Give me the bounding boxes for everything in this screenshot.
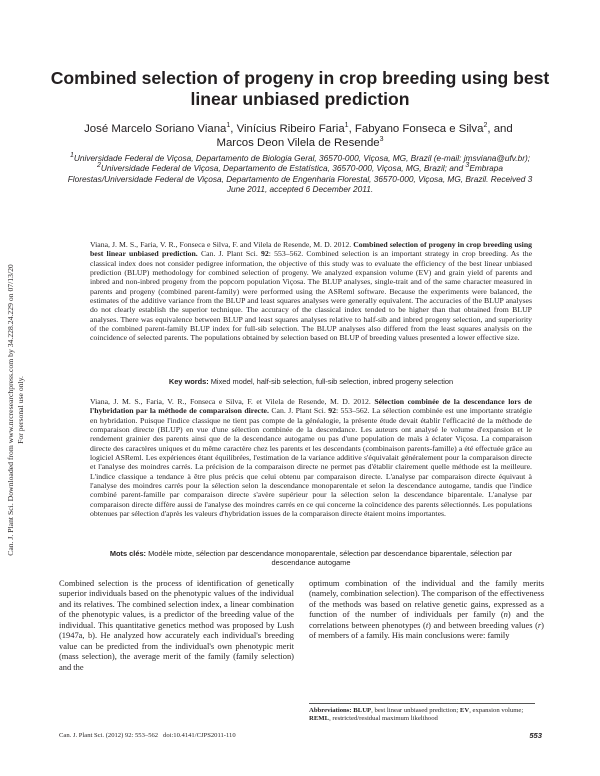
body-text: ) and between breeding values ( — [428, 619, 538, 630]
abbreviation-definition: , best linear unbiased prediction; — [371, 707, 460, 714]
journal-name: Can. J. Plant Sci. — [200, 249, 258, 259]
author-separator: , — [348, 123, 355, 135]
footer-citation: Can. J. Plant Sci. (2012) 92: 553–562 — [59, 732, 159, 739]
body-column-left: Combined selection is the process of identification of genetically superior individuals based on the phenotypic values of the individual and its relatives. The combined selection index, a linear combination of the phenotypic values, is a predictor of the breeding value of the individual. This quantitative genetics method was proposed by Lush (1947a, b). He analyzed how accurately each individual's breeding value can be predicted from the individual's own phenotypic merit (mass selection), the average merit of the family (family selection) and the — [59, 578, 294, 672]
author-affil-ref: 2 — [483, 122, 488, 130]
affiliations — [60, 153, 540, 194]
download-watermark-line2: For personal use only. — [16, 376, 25, 444]
abstract-citation: Viana, J. M. S., Faria, V. R., Fonseca e Silva, F. et Vilela de Resende, M. D. 2012. — [90, 397, 371, 406]
journal-pages: : 553–562. — [335, 406, 370, 416]
body-column-right — [309, 578, 544, 641]
keywords-french — [90, 549, 532, 567]
journal-pages: : 553–562. — [268, 249, 304, 259]
author-separator: , — [230, 123, 237, 135]
body-text: optimum combination of the individual and the family merits (namely, combination selection). The comparison of the effectiveness of the methods was based on relative genetic gains, expressed as a function of the number of individuals per family ( — [309, 578, 544, 620]
keywords-text: Modèle mixte, sélection par descendance monoparentale, sélection par descendance biparentale, sélection par descendance autogame — [148, 549, 513, 568]
body-text: ) of members of a family. His main conclusions were: family — [309, 619, 544, 641]
article-title: Combined selection of progeny in crop breeding using best linear unbiased prediction — [50, 68, 550, 109]
journal-volume: 92 — [328, 406, 336, 416]
author-name[interactable]: Vinícius Ribeiro Faria — [236, 123, 345, 135]
affiliation-2: Universidade Federal de Viçosa, Departamento de Estatística, 36570-000, Viçosa, MG, Brazil; and — [100, 163, 464, 174]
download-watermark-line1: Can. J. Plant Sci. Downloaded from www.nrcresearchpress.com by 34.228.24.229 on 07/13/20 — [6, 264, 15, 556]
abbreviation-term: BLUP — [353, 707, 372, 714]
author-name[interactable]: Marcos Deon Vilela de Resende — [216, 137, 380, 149]
page-footer — [59, 732, 541, 739]
affiliation-marker: 3 — [465, 162, 470, 170]
author-name[interactable]: José Marcelo Soriano Viana — [84, 123, 227, 135]
download-watermark — [6, 200, 34, 620]
footer-doi[interactable]: doi:10.4141/CJPS2011-110 — [163, 732, 236, 739]
abbreviation-definition: , expansion volume; — [469, 707, 525, 714]
abstract-french — [90, 397, 532, 518]
keywords-label: Mots clés: — [109, 549, 147, 558]
author-separator: , and — [487, 123, 516, 135]
author-affil-ref: 1 — [344, 122, 349, 130]
abbreviation-term: REML — [309, 715, 330, 723]
author-affil-ref: 1 — [226, 122, 231, 130]
math-symbol: r — [537, 619, 542, 630]
math-symbol: n — [503, 609, 508, 620]
affiliation-marker: 1 — [69, 152, 74, 160]
journal-name: Can. J. Plant Sci. — [271, 406, 326, 416]
abstract-body: La sélection combinée est une importante stratégie en hybridation. Puisque l'indice classique ne tient pas compte de la généalogie, la présente étude devait établir l'efficacité de la méthode de comparaison directe (BLUP) en vue d'une sélection combinée de la descendance. Les auteurs ont analysé le volume d'expansion et le rendement grainier des parents ainsi que de la descendance autogame ou pas d'une population de maïs à éclater Viçosa. La comparaison directe des caractères uniques et du même caractère chez les parents et les descendants (combinaison parents-famille) a été effectuée grâce au logiciel ASReml. Les expériences étant équilibrées, l'estimation de la variance additive s'équivalait généralement pour la comparaison directe et l'analyse des moindres carrés. La précision de la comparaison directe ne permet pas d'établir clairement quelle méthode est la meilleure. L'indice classique a tendance à être plus précis que celui obtenu par comparaison directe. L'analyse par comparaison directe équivaut à l'analyse des moindres carrés pour la sélection selon la descendance monoparentale et selon la descendance autogame, tandis que l'indice combiné parent-famille par comparaison directe s'avère supérieur pour la sélection selon la descendance biparentale. L'analyse par comparaison directe diffère aussi de l'analyse des moindres carrés en ce qui concerne la coïncidence des parents sélectionnés. Les populations obtenues par sélection d'après les valeurs d'hybridation issues de la comparaison directe étaient moins importantes. — [90, 406, 533, 519]
abbreviations-label: Abbreviations: — [309, 707, 352, 714]
abbreviation-term: EV — [459, 707, 470, 714]
abstract-english — [90, 240, 532, 343]
affiliation-3: Embrapa Florestas/Universidade Federal de Viçosa, Departamento de Engenharia Florestal, 36570-000, Viçosa, MG, Brazil. Received 3 June 2011, accepted 6 December 2011. — [67, 163, 533, 194]
keywords-text: Mixed model, half-sib selection, full-sib selection, inbred progeny selection — [210, 377, 454, 386]
abstract-title: Sélection combinée de la descendance lors de l'hybridation par la méthode de comparaison directe. — [90, 397, 532, 416]
author-affil-ref: 3 — [379, 136, 384, 144]
journal-volume: 92 — [260, 249, 269, 259]
abbreviations-footnote — [309, 703, 535, 723]
abstract-citation: Viana, J. M. S., Faria, V. R., Fonseca e Silva, F. and Vilela de Resende, M. D. 2012. — [90, 240, 352, 249]
author-name[interactable]: Fabyano Fonseca e Silva — [354, 123, 484, 135]
page-number: 553 — [529, 731, 542, 740]
abstract-title: Combined selection of progeny in crop breeding using best linear unbiased prediction. — [90, 240, 533, 259]
keywords-label: Key words: — [168, 377, 209, 386]
affiliation-1: Universidade Federal de Viçosa, Departamento de Biologia Geral, 36570-000, Viçosa, MG, Brazil (e-mail: jmsviana@ufv.br); — [73, 153, 531, 163]
author-list — [60, 122, 540, 150]
keywords-english — [90, 377, 532, 386]
abbreviation-definition: , restricted/residual maximum likelihood — [329, 715, 438, 723]
abstract-body: Combined selection is an important strategy in crop breeding. As the classical index does not consider pedigree information, the objective of this study was to evaluate the efficiency of the best linear unbiased prediction (BLUP) methodology for combined selection of progeny. We analyzed expansion volume (EV) and grain yield of parents and inbred and non-inbred progeny from the popcorn population Viçosa. The BLUP analyses, single-trait and of the same character measured in parents and progeny (combined parent-family) were performed using the ASReml software. Because the experiments were balanced, the estimates of the additive variance from the BLUP and least squares analyses were generally equivalent. The accuracies of the BLUP analyses do not clearly establish the superior technique. The accuracy of the classical index tended to be higher than that obtained from BLUP analyses. There was equivalence between BLUP and least squares analyses relative to half-sib and inbred progeny selection, and superiority of the combined parent-family BLUP index for full-sib selection. The BLUP analyses also differed from the least squares analysis on the coincidence of selected parents. The populations obtained by selection based on BLUP of breeding values presented a lower effective size. — [90, 249, 533, 343]
affiliation-marker: 2 — [97, 162, 101, 170]
math-symbol: t — [425, 619, 429, 630]
body-text: ) and the correlations between phenotypes ( — [309, 609, 544, 630]
